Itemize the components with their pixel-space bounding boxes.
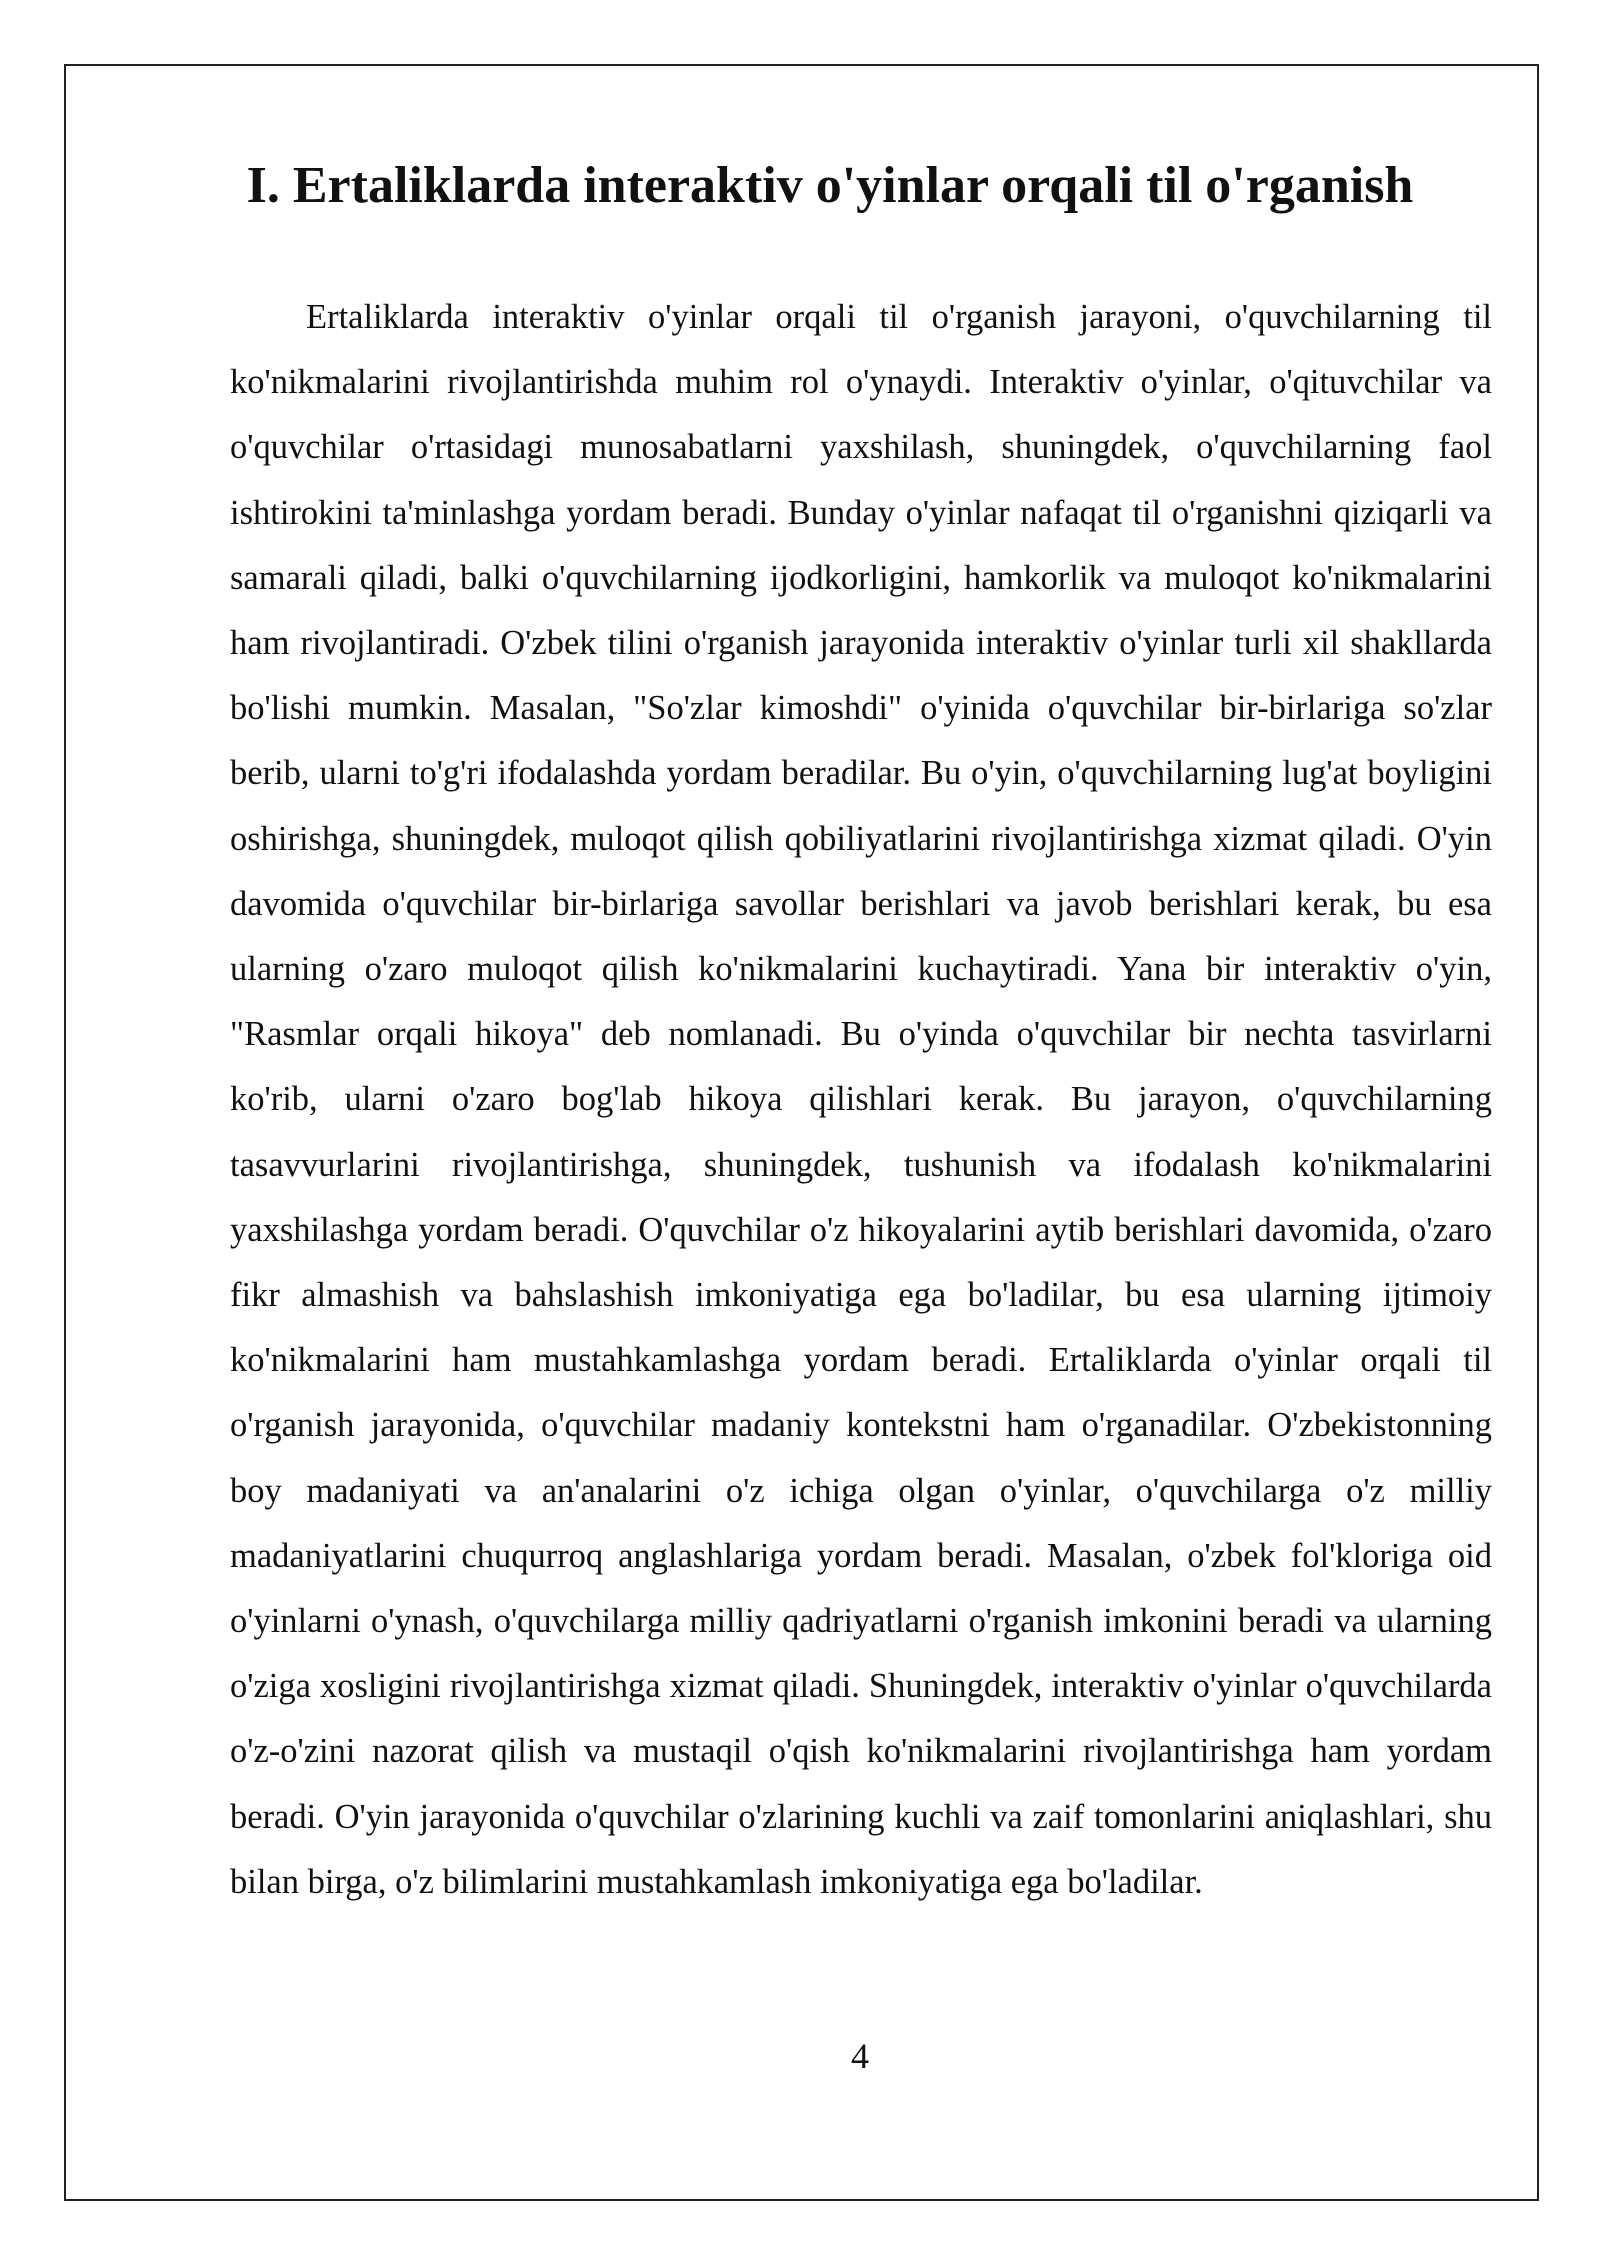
page-title: I. Ertaliklarda interaktiv o'yinlar orqali til o'rganish [246,157,1414,214]
body-paragraph: Ertaliklarda interaktiv o'yinlar orqali til o'rganish jarayoni, o'quvchilarning til ko'nikmalarini rivojlantirishda muhim rol o'ynaydi. Interaktiv o'yinlar, o'qituvchilar va o'quvchilar o'rtasidagi munosabatlarni yaxshilash, shuningdek, o'quvchilarning faol ishtirokini ta'minlashga yordam beradi. Bunday o'yinlar nafaqat til o'rganishni qiziqarli va samarali qiladi, balki o'quvchilarning ijodkorligini, hamkorlik va muloqot ko'nikmalarini ham rivojlantiradi. O'zbek tilini o'rganish jarayonida interaktiv o'yinlar turli xil shakllarda bo'lishi mumkin. Masalan, "So'zlar kimoshdi" o'yinida o'quvchilar bir-birlariga so'zlar berib, ularni to'g'ri ifodalashda yordam beradilar. Bu o'yin, o'quvchilarning lug'at boyligini oshirishga, shuningdek, muloqot qilish qobiliyatlarini rivojlantirishga xizmat qiladi. O'yin davomida o'quvchilar bir-birlariga savollar berishlari va javob berishlari kerak, bu esa ularning o'zaro muloqot qilish ko'nikmalarini kuchaytiradi. Yana bir interaktiv o'yin, "Rasmlar orqali hikoya" deb nomlanadi. Bu o'yinda o'quvchilar bir nechta tasvirlarni ko'rib, ularni o'zaro bog'lab hikoya qilishlari kerak. Bu jarayon, o'quvchilarning tasavvurlarini rivojlantirishga, shuningdek, tushunish va ifodalash ko'nikmalarini yaxshilashga yordam beradi. O'quvchilar o'z hikoyalarini aytib berishlari davomida, o'zaro fikr almashish va bahslashish imkoniyatiga ega bo'ladilar, bu esa ularning ijtimoiy ko'nikmalarini ham mustahkamlashga yordam beradi. Ertaliklarda o'yinlar orqali til o'rganish jarayonida, o'quvchilar madaniy kontekstni ham o'rganadilar. O'zbekistonning boy madaniyati va an'analarini o'z ichiga olgan o'yinlar, o'quvchilarga o'z milliy madaniyatlarini chuqurroq anglashlariga yordam beradi. Masalan, o'zbek fol'kloriga oid o'yinlarni o'ynash, o'quvchilarga milliy qadriyatlarni o'rganish imkonini beradi va ularning o'ziga xosligini rivojlantirishga xizmat qiladi. Shuningdek, interaktiv o'yinlar o'quvchilarda o'z-o'zini nazorat qilish va mustaqil o'qish ko'nikmalarini rivojlantirishga ham yordam beradi. O'yin jarayonida o'quvchilar o'zlarining kuchli va zaif tomonlarini aniqlashlari, shu bilan birga, o'z bilimlarini mustahkamlash imkoniyatiga ega bo'ladilar. [230,298,1492,1901]
page-number: 4 [851,2036,869,2076]
